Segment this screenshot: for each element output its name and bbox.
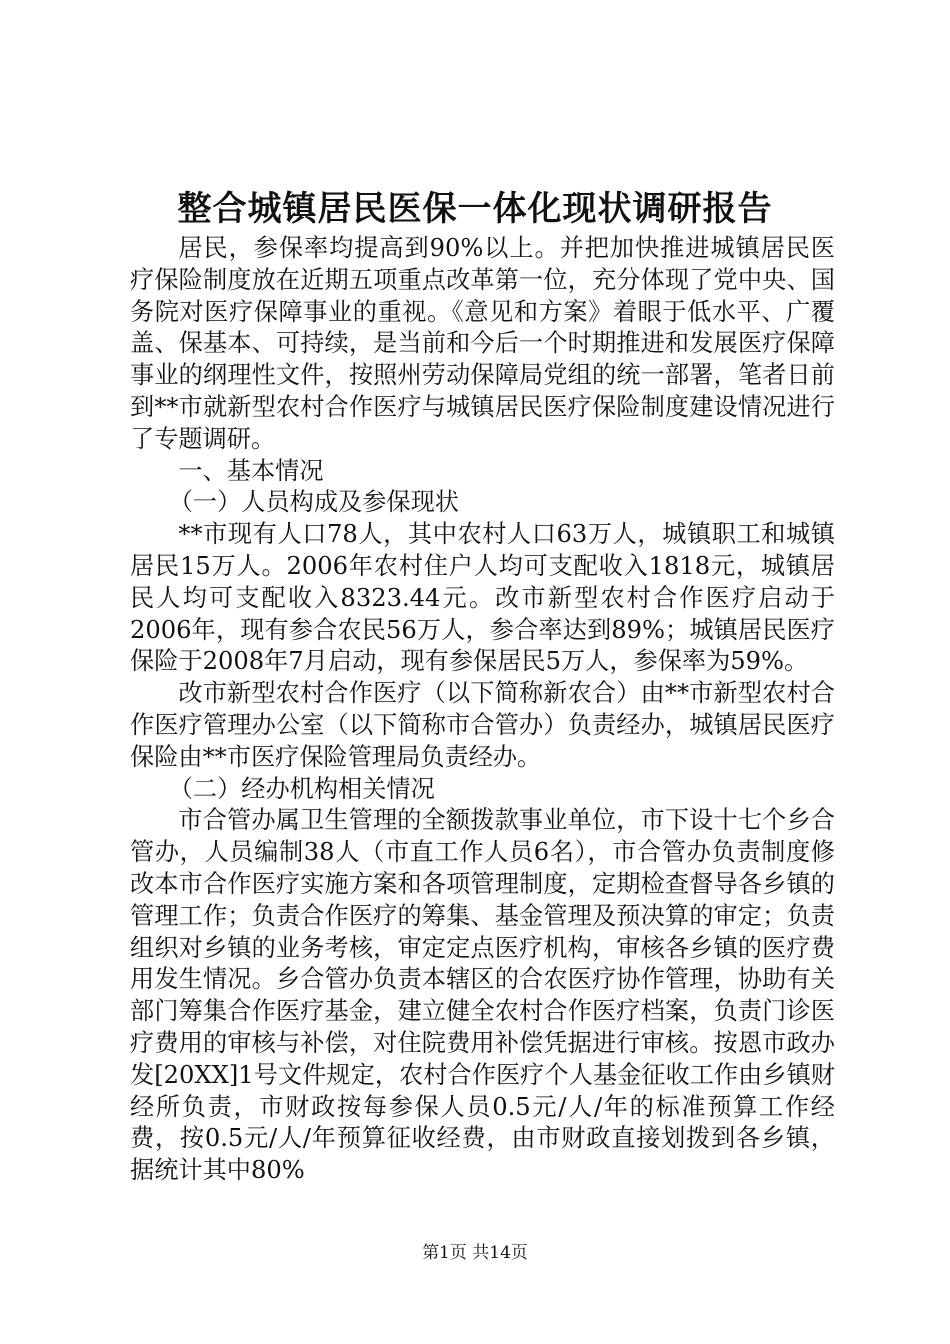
paragraph-population: **市现有人口78人，其中农村人口63万人，城镇职工和城镇居民15万人。2006年农村住户人均可支配收入1818元，城镇居民人均可支配收入8323.44元。改市新型农村合作医疗启动于2006年，现有参合农民56万人，参合率达到89%；城镇居民医疗保险于2008年7月启动，现有参保居民5万人，参保率为59%。 xyxy=(130,520,835,676)
paragraph-management: 改市新型农村合作医疗（以下简称新农合）由**市新型农村合作医疗管理办公室（以下简称市合管办）负责经办，城镇居民医疗保险由**市医疗保险管理局负责经办。 xyxy=(130,679,835,771)
section-heading-basic-situation: 一、基本情况 xyxy=(178,456,324,485)
page-number-footer: 第1页 共14页 xyxy=(422,1243,528,1263)
paragraph-intro: 居民，参保率均提高到90%以上。并把加快推进城镇居民医疗保险制度放在近期五项重点改革第一位，充分体现了党中央、国务院对医疗保障事业的重视。《意见和方案》着眼于低水平、广覆盖、保基本、可持续，是当前和今后一个时期推进和发展医疗保障事业的纲理性文件，按照州劳动保障局党组的统一部署，笔者日前到**市就新型农村合作医疗与城镇居民医疗保险制度建设情况进行了专题调研。 xyxy=(130,234,835,453)
document-title: 整合城镇居民医保一体化现状调研报告 xyxy=(177,189,773,229)
paragraph-agency-details: 市合管办属卫生管理的全额拨款事业单位，市下设十七个乡合管办，人员编制38人（市直工作人员6名），市合管办负责制度修改本市合作医疗实施方案和各项管理制度，定期检查督导各乡镇的管理工作；负责合作医疗的筹集、基金管理及预决算的审定；负责组织对乡镇的业务考核，审定定点医疗机构，审核各乡镇的医疗费用发生情况。乡合管办负责本辖区的合农医疗协作管理，协助有关部门筹集合作医疗基金，建立健全农村合作医疗档案，负责门诊医疗费用的审核与补偿，对住院费用补偿凭据进行审核。按恩市政办发[20XX]1号文件规定，农村合作医疗个人基金征收工作由乡镇财经所负责，市财政按每参保人员0.5元/人/年的标准预算工作经费，按0.5元/人/年预算征收经费，由市财政直接划拨到各乡镇，据统计其中80% xyxy=(130,806,835,1185)
subsection-heading-personnel: （一）人员构成及参保现状 xyxy=(168,488,459,517)
subsection-heading-agencies: （二）经办机构相关情况 xyxy=(168,774,435,803)
document-body xyxy=(130,233,835,1187)
